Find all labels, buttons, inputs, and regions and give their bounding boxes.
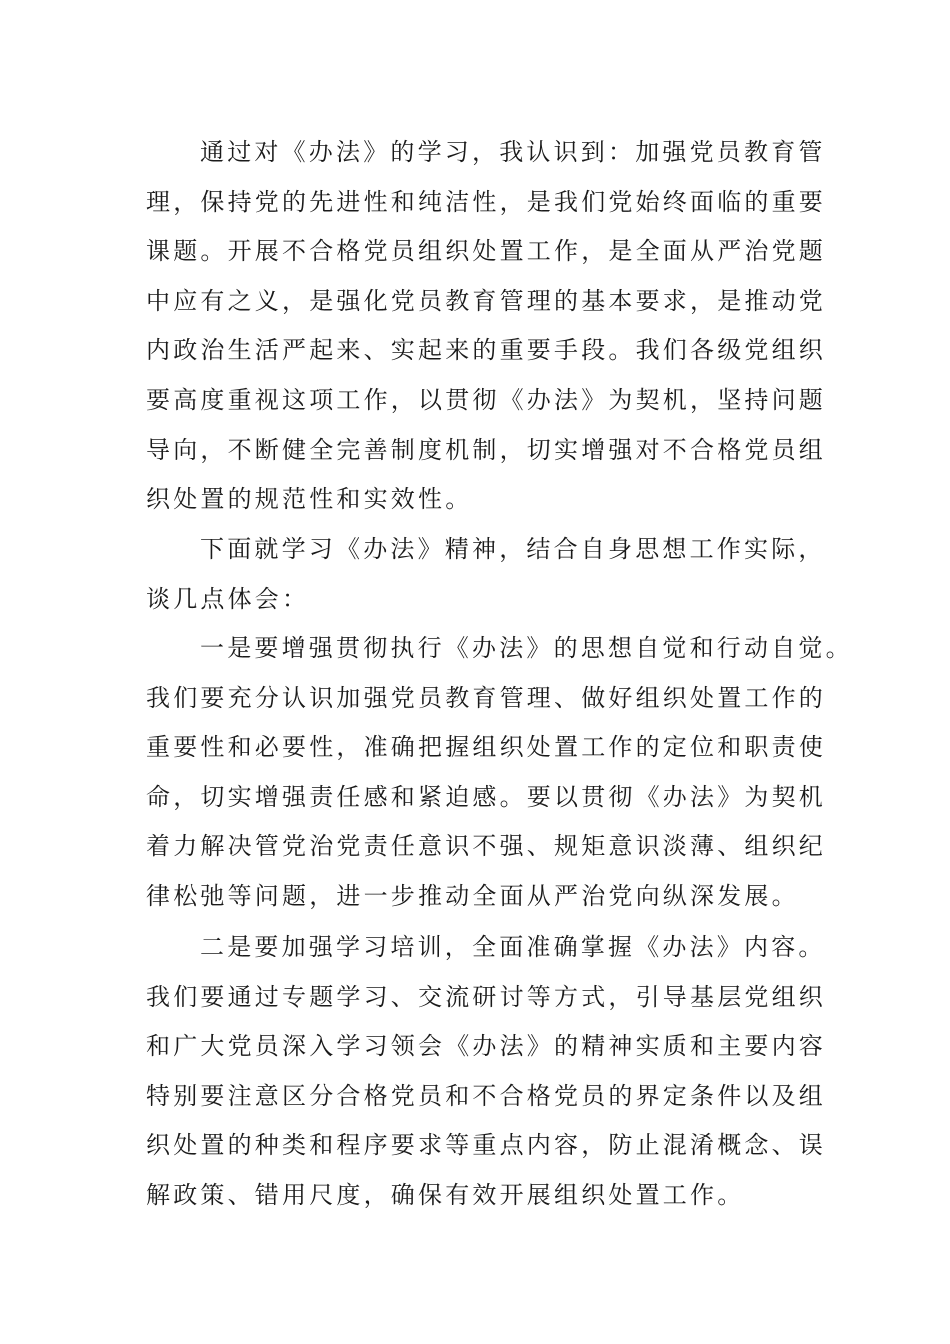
text-line: 织处置的规范性和实效性。 (146, 485, 473, 514)
paragraph-point-two (146, 923, 826, 1221)
paragraph-understanding (146, 128, 826, 525)
text-line: 解政策、错用尺度，确保有效开展组织处置工作。 (146, 1180, 745, 1209)
text-line: 导向，不断健全完善制度机制，切实增强对不合格党员组 (146, 435, 826, 464)
text-line: 理，保持党的先进性和纯洁性，是我们党始终面临的重要 (146, 187, 826, 216)
text-line: 课题。开展不合格党员组织处置工作，是全面从严治党题 (146, 237, 826, 266)
text-line: 要高度重视这项工作，以贯彻《办法》为契机，坚持问题 (146, 385, 826, 414)
text-line: 我们要通过专题学习、交流研讨等方式，引导基层党组织 (146, 982, 826, 1011)
text-line: 律松弛等问题，进一步推动全面从严治党向纵深发展。 (146, 881, 799, 910)
text-line: 谈几点体会： (146, 584, 310, 613)
text-line: 我们要充分认识加强党员教育管理、做好组织处置工作的 (146, 683, 826, 712)
text-line: 内政治生活严起来、实起来的重要手段。我们各级党组织 (146, 336, 826, 365)
text-line: 织处置的种类和程序要求等重点内容，防止混淆概念、误 (146, 1131, 826, 1160)
text-line: 中应有之义，是强化党员教育管理的基本要求，是推动党 (146, 286, 826, 315)
text-line: 下面就学习《办法》精神，结合自身思想工作实际， (200, 535, 826, 563)
text-line: 命，切实增强责任感和紧迫感。要以贯彻《办法》为契机 (146, 782, 826, 811)
paragraph-intro (146, 525, 826, 624)
text-line: 特别要注意区分合格党员和不合格党员的界定条件以及组 (146, 1081, 826, 1110)
text-line: 和广大党员深入学习领会《办法》的精神实质和主要内容 (146, 1032, 826, 1061)
paragraph-point-one (146, 624, 853, 922)
text-line: 重要性和必要性，准确把握组织处置工作的定位和职责使 (146, 733, 826, 762)
text-line: 二是要加强学习培训，全面准确掌握《办法》内容。 (200, 933, 826, 961)
text-line: 着力解决管党治党责任意识不强、规矩意识淡薄、组织纪 (146, 832, 826, 861)
text-line: 一是要增强贯彻执行《办法》的思想自觉和行动自觉。 (200, 634, 853, 662)
text-line: 通过对《办法》的学习，我认识到：加强党员教育管 (200, 138, 826, 166)
